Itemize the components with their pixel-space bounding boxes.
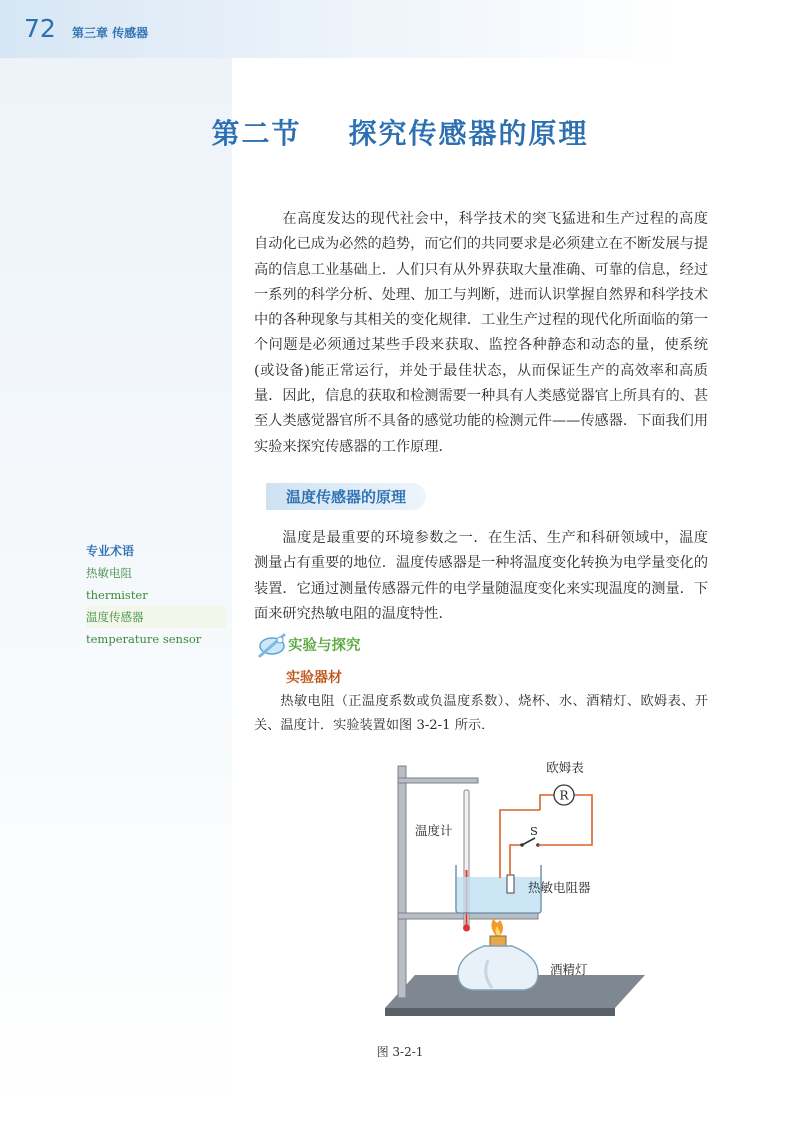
experiment-icon <box>258 632 288 658</box>
wire-right <box>538 810 592 845</box>
temperature-paragraph: 温度是最重要的环境参数之一．在生活、生产和科研领域中，温度测量占有重要的地位．温度传感器是一种将温度变化转换为电学量变化的装置．它通过测量传感器元件的电学量随温度变化来实现温度的测量．下面来研究热敏电阻的温度特性． <box>254 530 709 622</box>
thermistor <box>507 875 514 893</box>
equipment-text: 热敏电阻（正温度系数或负温度系数）、烧杯、水、酒精灯、欧姆表、开关、温度计．实验装置如图 3-2-1 所示． <box>254 694 708 733</box>
lamp-label: 酒精灯 <box>550 962 588 977</box>
intro-paragraph: 在高度发达的现代社会中，科学技术的突飞猛进和生产过程的高度自动化已成为必然的趋势，而它们的共同要求是必须建立在不断发展与提高的信息工业基础上．人们只有从外界获取大量准确、可靠的信息，经过一系列的科学分析、处理、加工与判断，进而认识掌握自然界和科学技术中的各种现象与其相关的变化规律．工业生产过程的现代化所面临的第一个问题是必须通过某些手段来获取、监控各种静态和动态的量，使系统(或设备)能正常运行，并处于最佳状态，从而保证生产的高效率和高质量．因此，信息的获取和检测需要一种具有人类感觉器官上所具有的、甚至人类感觉器官所不具备的感觉功能的检测元件——传感器．下面我们用实验来探究传感器的工作原理． <box>254 211 709 455</box>
term-thermistor-cn: 热敏电阻 <box>86 566 132 580</box>
thermometer-label: 温度计 <box>415 823 453 838</box>
glossary-title: 专业术语 <box>86 544 135 558</box>
figure-caption: 图 3-2-1 <box>376 1045 424 1059</box>
experiment-apparatus-figure <box>360 760 660 1030</box>
ohmmeter-symbol: R <box>559 788 569 803</box>
glossary-sidebar <box>86 540 226 650</box>
page-number: 72 <box>24 14 56 43</box>
stand-rod <box>398 766 406 998</box>
experiment-title: 实验与探究 <box>288 638 361 654</box>
thermistor-label: 热敏电阻器 <box>528 880 591 895</box>
wire-left <box>500 810 540 878</box>
section-title: 第二节 探究传感器的原理 <box>211 117 589 150</box>
equipment-title: 实验器材 <box>286 670 342 686</box>
chapter-label: 第三章 传感器 <box>72 26 149 40</box>
ohmmeter-label: 欧姆表 <box>546 760 584 775</box>
clamp-arm <box>398 778 478 783</box>
switch-lever <box>522 838 535 845</box>
lamp-wick-cap <box>490 936 506 946</box>
term-thermistor-en: thermister <box>86 588 148 602</box>
term-temp-sensor-cn: 温度传感器 <box>86 606 226 628</box>
switch-label: S <box>530 824 538 838</box>
alcohol-lamp <box>458 946 538 990</box>
term-temp-sensor-en: temperature sensor <box>86 632 202 646</box>
subsection-title: 温度传感器的原理 <box>266 483 426 510</box>
